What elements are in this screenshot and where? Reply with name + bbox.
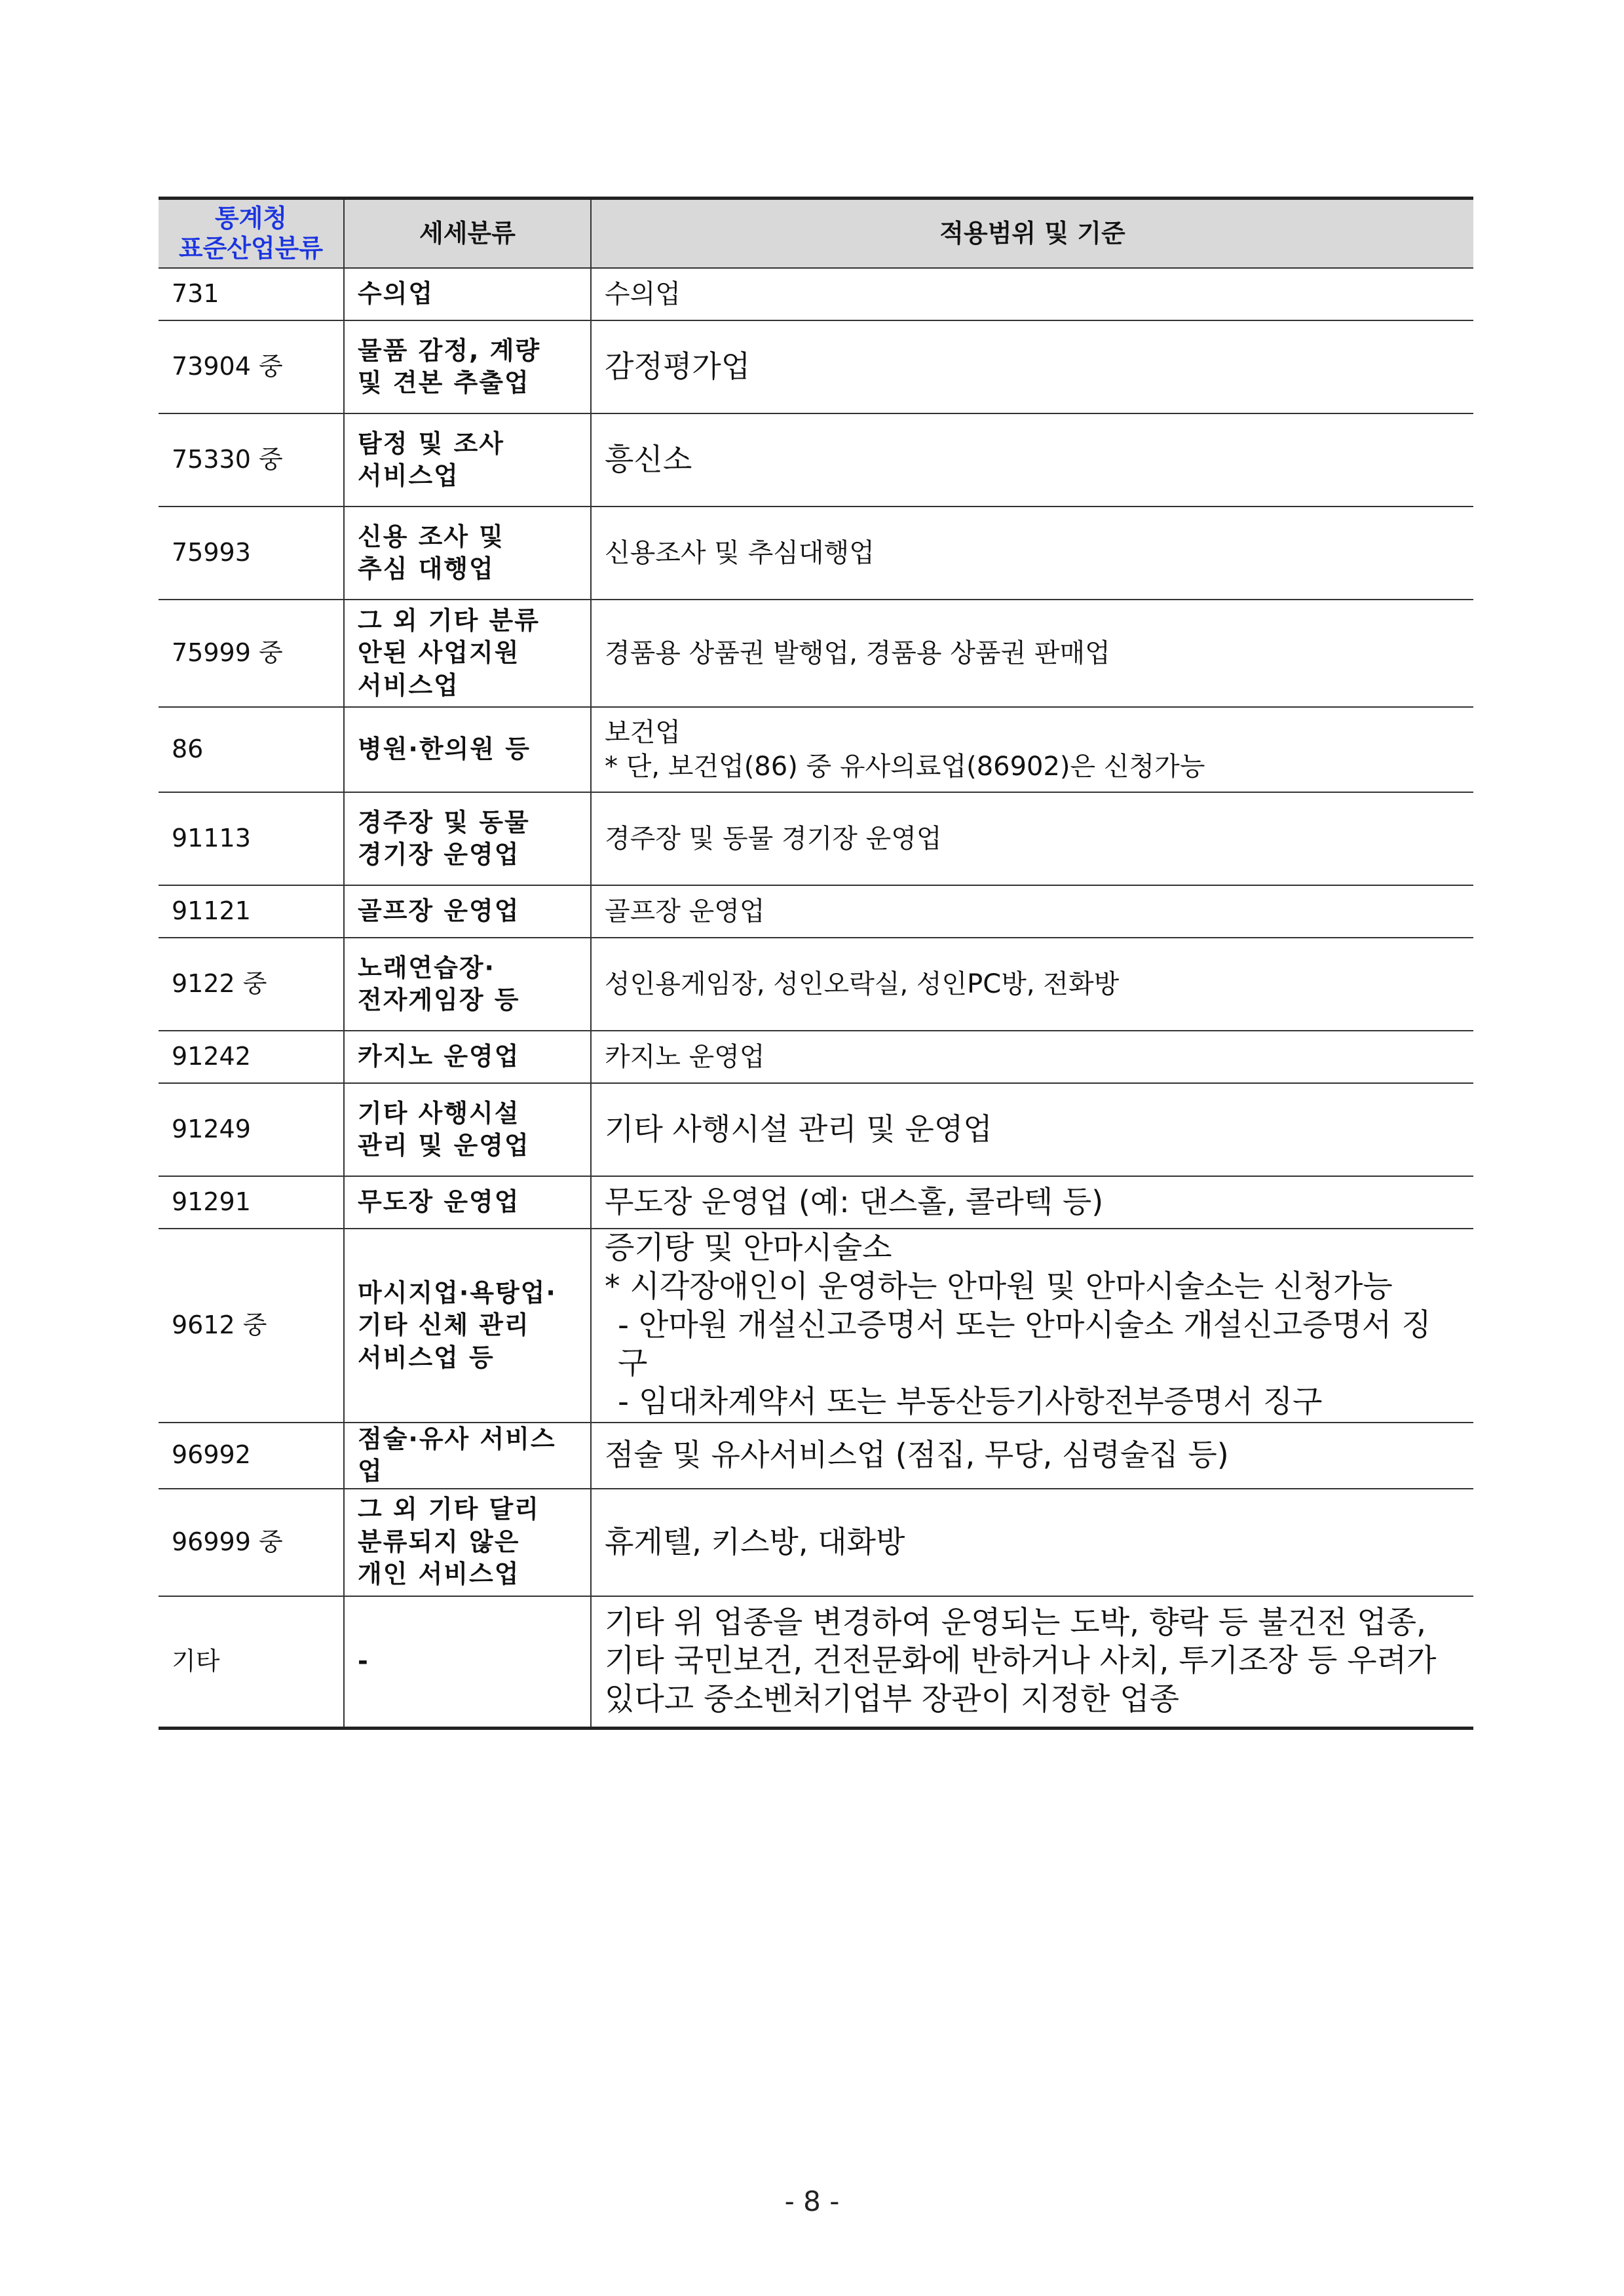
industry-code-cell: 86 bbox=[159, 707, 344, 792]
sub-classification-cell: 골프장 운영업 bbox=[344, 885, 591, 938]
industry-code-cell: 73904 중 bbox=[159, 320, 344, 413]
table-row bbox=[159, 268, 1473, 320]
table-row bbox=[159, 1229, 1473, 1423]
industry-code-cell: 91113 bbox=[159, 792, 344, 885]
sub-classification-cell: 그 외 기타 달리 분류되지 않은 개인 서비스업 bbox=[344, 1489, 591, 1596]
industry-exclusion-table bbox=[159, 197, 1473, 1730]
sub-classification-cell: 기타 사행시설 관리 및 운영업 bbox=[344, 1083, 591, 1176]
scope-line: * 시각장애인이 운영하는 안마원 및 안마시술소는 신청가능 bbox=[605, 1268, 1393, 1305]
table-row bbox=[159, 507, 1473, 600]
scope-line: * 단, 보건업(86) 중 유사의료업(86902)은 신청가능 bbox=[605, 752, 1205, 782]
table-row bbox=[159, 413, 1473, 507]
table-row bbox=[159, 938, 1473, 1031]
scope-criteria-cell bbox=[591, 507, 1473, 600]
table-row bbox=[159, 320, 1473, 413]
scope-criteria-cell bbox=[591, 320, 1473, 413]
table-body bbox=[159, 268, 1473, 1729]
sub-classification-cell: 그 외 기타 분류 안된 사업지원 서비스업 bbox=[344, 600, 591, 707]
table-row bbox=[159, 1596, 1473, 1729]
scope-line: 있다고 중소벤처기업부 장관이 지정한 업종 bbox=[605, 1681, 1179, 1718]
industry-code-cell: 96992 bbox=[159, 1423, 344, 1489]
table-row bbox=[159, 1489, 1473, 1596]
table-row bbox=[159, 600, 1473, 707]
industry-code-cell: 9612 중 bbox=[159, 1229, 344, 1423]
scope-line: 기타 위 업종을 변경하여 운영되는 도박, 향락 등 불건전 업종, bbox=[605, 1604, 1426, 1641]
table-row bbox=[159, 707, 1473, 792]
scope-criteria-cell bbox=[591, 413, 1473, 507]
scope-line: 점술 및 유사서비스업 (점집, 무당, 심령술집 등) bbox=[605, 1437, 1229, 1473]
scope-line: 성인용게임장, 성인오락실, 성인PC방, 전화방 bbox=[605, 969, 1120, 999]
scope-line: 흥신소 bbox=[605, 442, 692, 478]
industry-code-cell: 96999 중 bbox=[159, 1489, 344, 1596]
scope-line: 경주장 및 동물 경기장 운영업 bbox=[605, 824, 942, 854]
table-row bbox=[159, 1176, 1473, 1229]
scope-line: 카지노 운영업 bbox=[605, 1042, 765, 1072]
scope-criteria-cell bbox=[591, 600, 1473, 707]
table-row bbox=[159, 1083, 1473, 1176]
table-row bbox=[159, 1031, 1473, 1083]
scope-criteria-cell bbox=[591, 707, 1473, 792]
scope-criteria-cell bbox=[591, 938, 1473, 1031]
table-row bbox=[159, 1423, 1473, 1489]
header-standard-industry-code-label: 통계청 표준산업분류 bbox=[178, 203, 324, 263]
industry-code-cell: 91291 bbox=[159, 1176, 344, 1229]
scope-criteria-cell bbox=[591, 1031, 1473, 1083]
table-row bbox=[159, 885, 1473, 938]
sub-classification-cell: 탐정 및 조사 서비스업 bbox=[344, 413, 591, 507]
scope-criteria-cell bbox=[591, 1229, 1473, 1423]
industry-code-cell: 731 bbox=[159, 268, 344, 320]
industry-code-cell: 91242 bbox=[159, 1031, 344, 1083]
header-scope-criteria: 적용범위 및 기준 bbox=[591, 199, 1473, 269]
scope-line: - 임대차계약서 또는 부동산등기사항전부증명서 징구 bbox=[618, 1384, 1323, 1420]
scope-line: 무도장 운영업 (예: 댄스홀, 콜라텍 등) bbox=[605, 1184, 1104, 1220]
sub-classification-cell: 수의업 bbox=[344, 268, 591, 320]
industry-code-cell: 9122 중 bbox=[159, 938, 344, 1031]
page-number: - 8 - bbox=[784, 2185, 840, 2217]
industry-code-cell: 75999 중 bbox=[159, 600, 344, 707]
sub-classification-cell: 무도장 운영업 bbox=[344, 1176, 591, 1229]
scope-line: 골프장 운영업 bbox=[605, 896, 765, 927]
header-standard-industry-code bbox=[159, 199, 344, 269]
sub-classification-cell: 노래연습장· 전자게임장 등 bbox=[344, 938, 591, 1031]
industry-code-cell: 75330 중 bbox=[159, 413, 344, 507]
industry-code-cell: 91121 bbox=[159, 885, 344, 938]
scope-line: 경품용 상품권 발행업, 경품용 상품권 판매업 bbox=[605, 638, 1110, 668]
sub-classification-cell: 점술·유사 서비스업 bbox=[344, 1423, 591, 1489]
scope-criteria-cell bbox=[591, 1423, 1473, 1489]
scope-line: 보건업 bbox=[605, 718, 681, 748]
sub-classification-cell: 카지노 운영업 bbox=[344, 1031, 591, 1083]
sub-classification-cell: 신용 조사 및 추심 대행업 bbox=[344, 507, 591, 600]
scope-line: 기타 국민보건, 건전문화에 반하거나 사치, 투기조장 등 우려가 bbox=[605, 1643, 1437, 1679]
sub-classification-cell: 물품 감정, 계량 및 견본 추출업 bbox=[344, 320, 591, 413]
scope-line: 증기탕 및 안마시술소 bbox=[605, 1230, 892, 1266]
scope-criteria-cell bbox=[591, 268, 1473, 320]
industry-code-cell: 91249 bbox=[159, 1083, 344, 1176]
industry-code-cell: 75993 bbox=[159, 507, 344, 600]
sub-classification-cell: 경주장 및 동물 경기장 운영업 bbox=[344, 792, 591, 885]
sub-classification-cell: 마시지업·욕탕업· 기타 신체 관리 서비스업 등 bbox=[344, 1229, 591, 1423]
scope-line: 휴게텔, 키스방, 대화방 bbox=[605, 1523, 905, 1559]
scope-line: 기타 사행시설 관리 및 운영업 bbox=[605, 1111, 992, 1147]
table-row bbox=[159, 792, 1473, 885]
table-header-row bbox=[159, 199, 1473, 269]
sub-classification-cell: - bbox=[344, 1596, 591, 1729]
sub-classification-cell: 병원·한의원 등 bbox=[344, 707, 591, 792]
header-sub-classification: 세세분류 bbox=[344, 199, 591, 269]
scope-criteria-cell bbox=[591, 885, 1473, 938]
industry-code-cell: 기타 bbox=[159, 1596, 344, 1729]
scope-line: 신용조사 및 추심대행업 bbox=[605, 538, 875, 568]
scope-criteria-cell bbox=[591, 1176, 1473, 1229]
scope-criteria-cell bbox=[591, 1489, 1473, 1596]
scope-criteria-cell bbox=[591, 1596, 1473, 1729]
scope-criteria-cell bbox=[591, 1083, 1473, 1176]
scope-criteria-cell bbox=[591, 792, 1473, 885]
scope-line: - 안마원 개설신고증명서 또는 안마시술소 개설신고증명서 징구 bbox=[618, 1307, 1431, 1382]
scope-line: 감정평가업 bbox=[605, 349, 751, 385]
scope-line: 수의업 bbox=[605, 279, 681, 309]
